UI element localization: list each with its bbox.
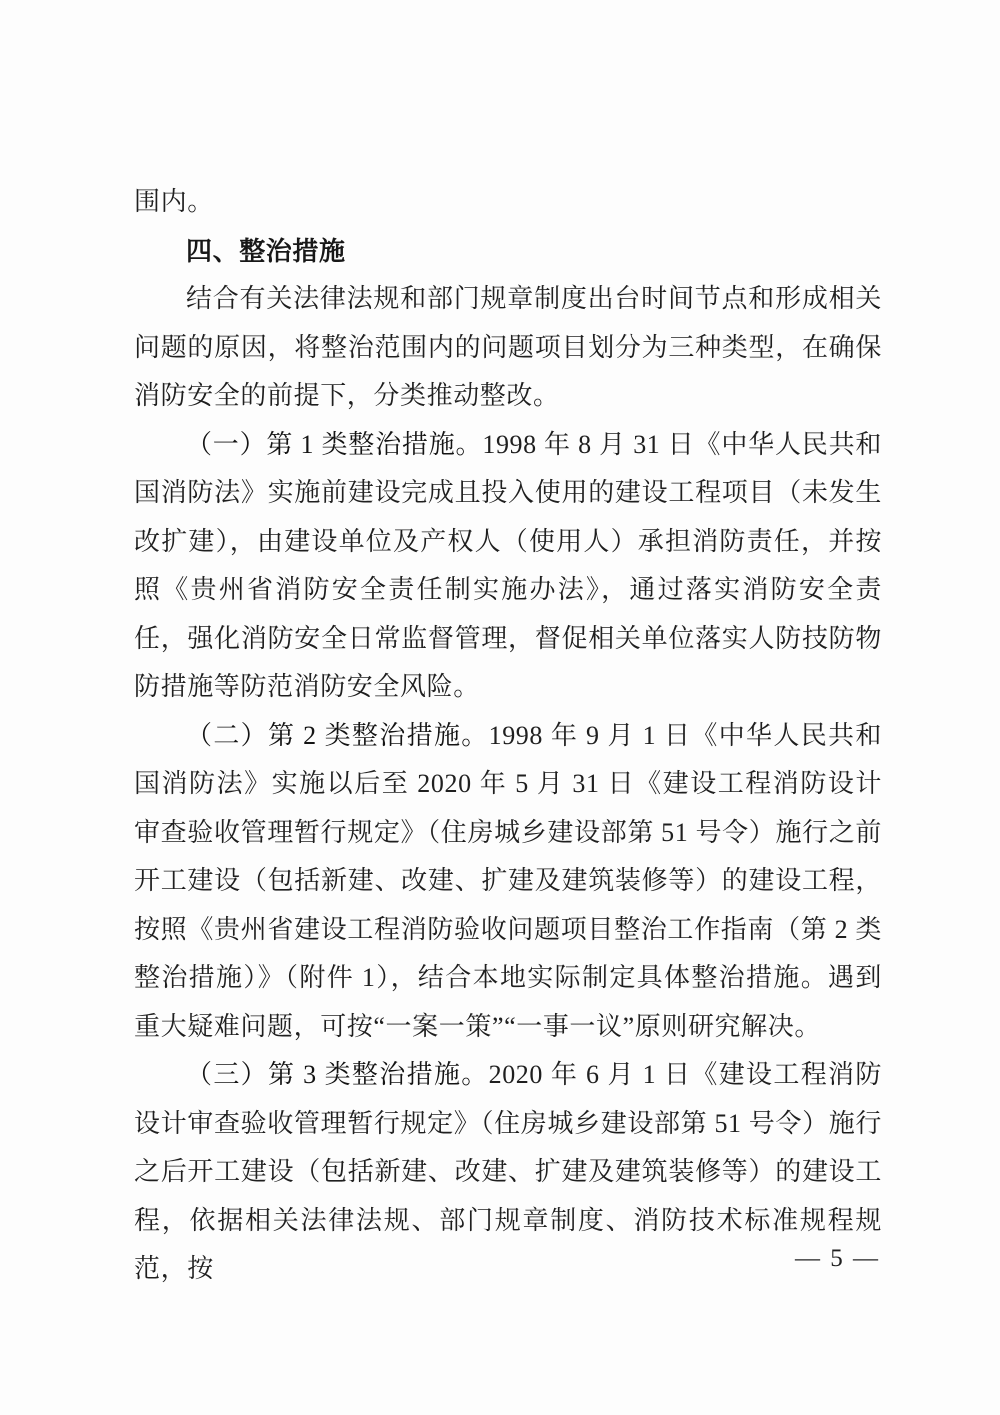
measure-paragraph-1 <box>134 421 882 712</box>
page-number: — 5 — <box>795 1245 880 1272</box>
measure-paragraph-3 <box>134 1051 882 1294</box>
measure-1-lead: （一）第 1 类整治措施。 <box>186 429 483 459</box>
section-heading: 四、整治措施 <box>186 235 346 266</box>
measure-2-body: 1998 年 9 月 1 日《中华人民共和国消防法》实施以后至 2020 年 5 月 31 日《建设工程消防设计审查验收管理暂行规定》（住房城乡建设部第 51 号令）施行之前开工建设（包括新建、改建、扩建及建筑装修等）的建设工程，按照《贵州省建设工程消防验收问题项目整治工作指南（第 2 类整治措施）》（附件 1），结合本地实际制定具体整治措施。遇到重大疑难问题，可按“一案一策”“一事一议”原则研究解决。 <box>134 720 882 1041</box>
continuation-text: 围内。 <box>134 187 214 216</box>
document-body <box>134 178 882 1294</box>
measure-1-body: 1998 年 8 月 31 日《中华人民共和国消防法》实施前建设完成且投入使用的建设工程项目（未发生改扩建），由建设单位及产权人（使用人）承担消防责任，并按照《贵州省消防安全责任制实施办法》，通过落实消防安全责任，强化消防安全日常监督管理，督促相关单位落实人防技防物防措施等防范消防安全风险。 <box>134 429 882 701</box>
measure-paragraph-2 <box>134 712 882 1052</box>
measure-3-lead: （三）第 3 类整治措施。 <box>186 1060 489 1089</box>
intro-paragraph: 结合有关法律法规和部门规章制度出台时间节点和形成相关问题的原因，将整治范围内的问题项目划分为三种类型，在确保消防安全的前提下，分类推动整改。 <box>134 284 882 410</box>
measure-2-lead: （二）第 2 类整治措施。 <box>186 720 489 750</box>
measure-3-body: 2020 年 6 月 1 日《建设工程消防设计审查验收管理暂行规定》（住房城乡建设部第 51 号令）施行之后开工建设（包括新建、改建、扩建及建筑装修等）的建设工程，依据相关法律法规、部门规章制度、消防技术标准规程规范，按 <box>134 1060 882 1283</box>
